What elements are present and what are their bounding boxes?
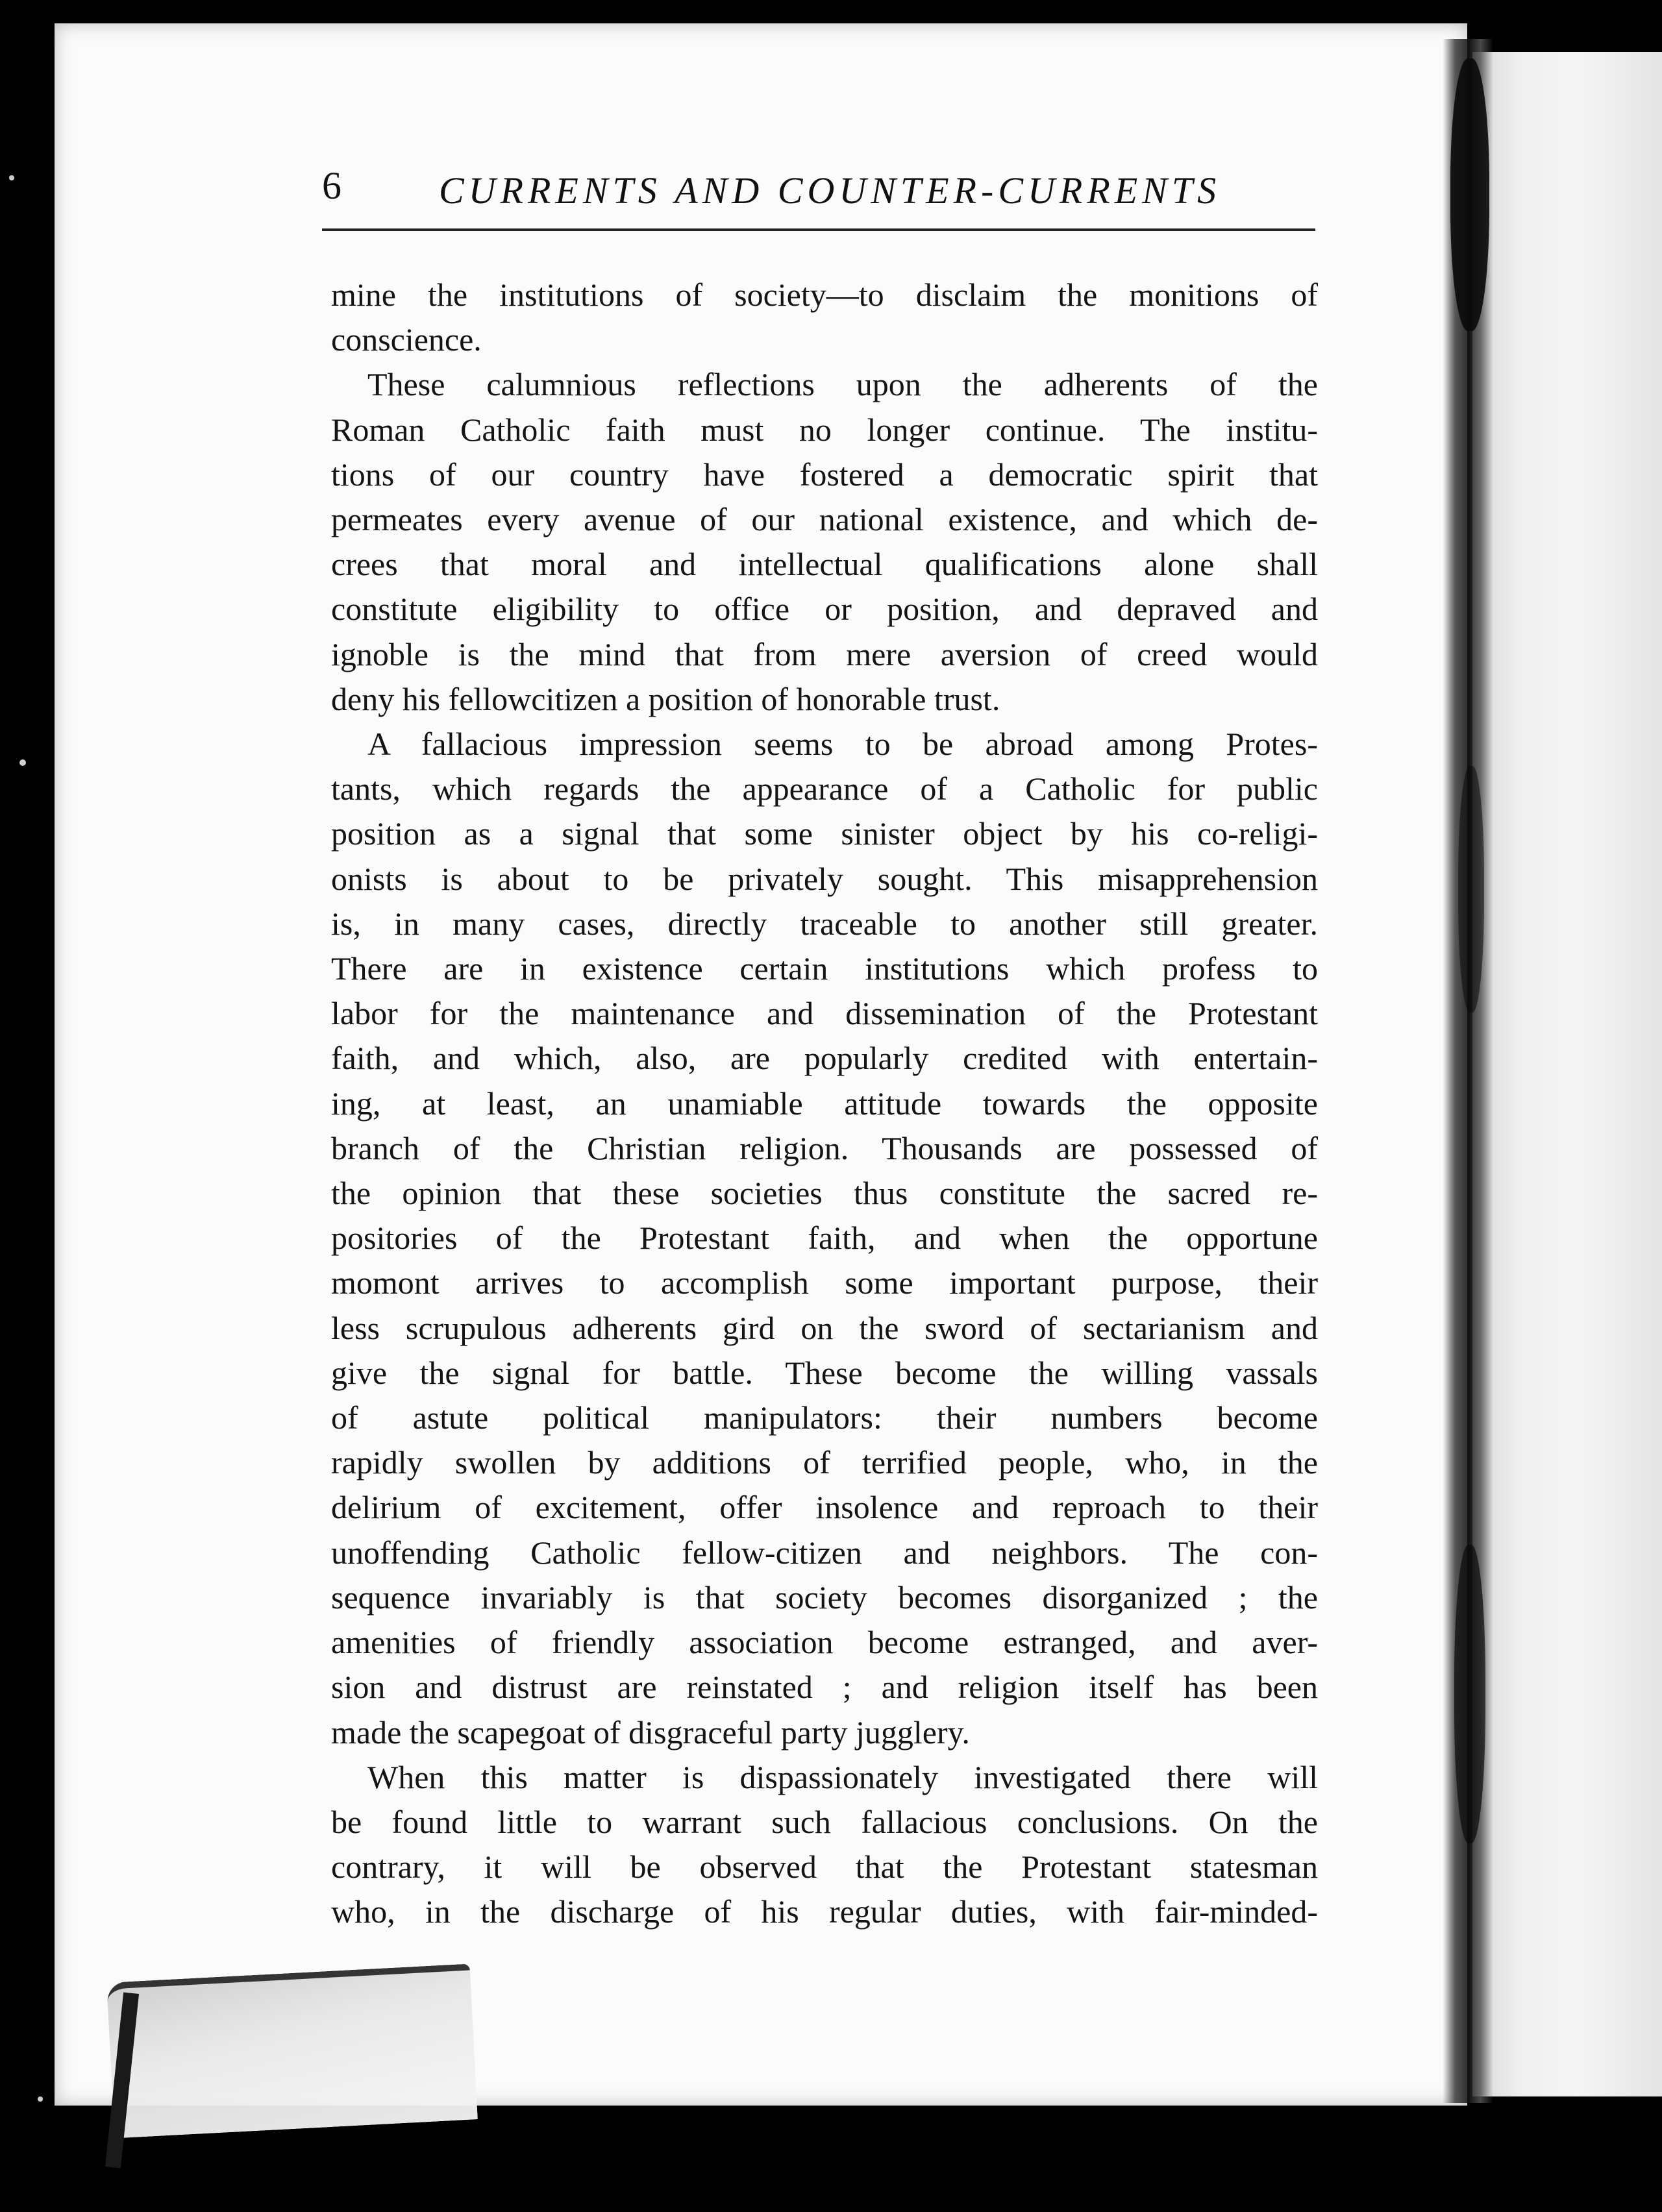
text-line: who, in the discharge of his regular duties, with fair-minded- — [331, 1893, 1318, 1930]
text-line: A fallacious impression seems to be abroad among Protes- — [367, 726, 1318, 763]
running-head: CURRENTS AND COUNTER-CURRENTS — [439, 169, 1221, 212]
text-line: These calumnious reflections upon the adherents of the — [367, 366, 1318, 403]
text-line: tions of our country have fostered a democratic spirit that — [331, 456, 1318, 493]
page-number: 6 — [322, 164, 341, 207]
dust-speck — [9, 175, 14, 180]
text-line: delirium of excitement, offer insolence and reproach to their — [331, 1489, 1318, 1526]
dust-speck — [38, 2096, 43, 2102]
text-line: sequence invariably is that society becomes disorganized ; the — [331, 1579, 1318, 1616]
header-rule — [322, 228, 1315, 231]
text-line: conscience. — [331, 321, 482, 358]
text-line: labor for the maintenance and dissemination of the Protestant — [331, 995, 1318, 1032]
text-line: be found little to warrant such fallacious conclusions. On the — [331, 1803, 1318, 1840]
text-line: position as a signal that some sinister object by his co-religi- — [331, 815, 1318, 852]
folded-page-corner — [106, 1964, 478, 2139]
text-line: is, in many cases, directly traceable to another still greater. — [331, 905, 1318, 942]
text-line: crees that moral and intellectual qualifications alone shall — [331, 546, 1318, 583]
text-line: deny his fellowcitizen a position of honorable trust. — [331, 680, 1000, 717]
text-line: rapidly swollen by additions of terrified people, who, in the — [331, 1444, 1318, 1481]
text-line: contrary, it will be observed that the Protestant statesman — [331, 1849, 1318, 1886]
text-line: ignoble is the mind that from mere aversion of creed would — [331, 635, 1318, 672]
text-line: amenities of friendly association become estranged, and aver- — [331, 1624, 1318, 1661]
body-text — [331, 273, 1318, 1935]
gutter-shadow — [1458, 766, 1484, 1013]
text-line: When this matter is dispassionately investigated there will — [367, 1758, 1318, 1795]
text-line: onists is about to be privately sought. This misapprehension — [331, 860, 1318, 897]
facing-page-edge — [1472, 52, 1662, 2096]
text-line: There are in existence certain institutions which profess to — [331, 950, 1318, 987]
gutter-shadow — [1454, 1545, 1485, 1843]
text-line: unoffending Catholic fellow-citizen and neighbors. The con- — [331, 1534, 1318, 1571]
text-line: tants, which regards the appearance of a Catholic for public — [331, 770, 1318, 807]
text-line: constitute eligibility to office or position, and depraved and — [331, 591, 1318, 628]
text-line: ing, at least, an unamiable attitude towards the opposite — [331, 1085, 1318, 1122]
text-line: mine the institutions of society—to disclaim the monitions of — [331, 276, 1318, 313]
text-line: Roman Catholic faith must no longer continue. The institu- — [331, 411, 1318, 448]
text-line: give the signal for battle. These become the willing vassals — [331, 1354, 1318, 1391]
text-line: sion and distrust are reinstated ; and religion itself has been — [331, 1669, 1318, 1706]
dust-speck — [19, 759, 26, 766]
text-line: less scrupulous adherents gird on the sword of sectarianism and — [331, 1309, 1318, 1346]
text-line: of astute political manipulators: their numbers become — [331, 1399, 1318, 1436]
text-line: permeates every avenue of our national existence, and which de- — [331, 501, 1318, 538]
text-line: faith, and which, also, are popularly credited with entertain- — [331, 1040, 1318, 1077]
text-line: made the scapegoat of disgraceful party jugglery. — [331, 1714, 970, 1751]
text-line: momont arrives to accomplish some important purpose, their — [331, 1264, 1318, 1301]
text-line: branch of the Christian religion. Thousands are possessed of — [331, 1129, 1318, 1166]
text-line: the opinion that these societies thus constitute the sacred re- — [331, 1175, 1318, 1212]
text-line: positories of the Protestant faith, and when the opportune — [331, 1220, 1318, 1257]
